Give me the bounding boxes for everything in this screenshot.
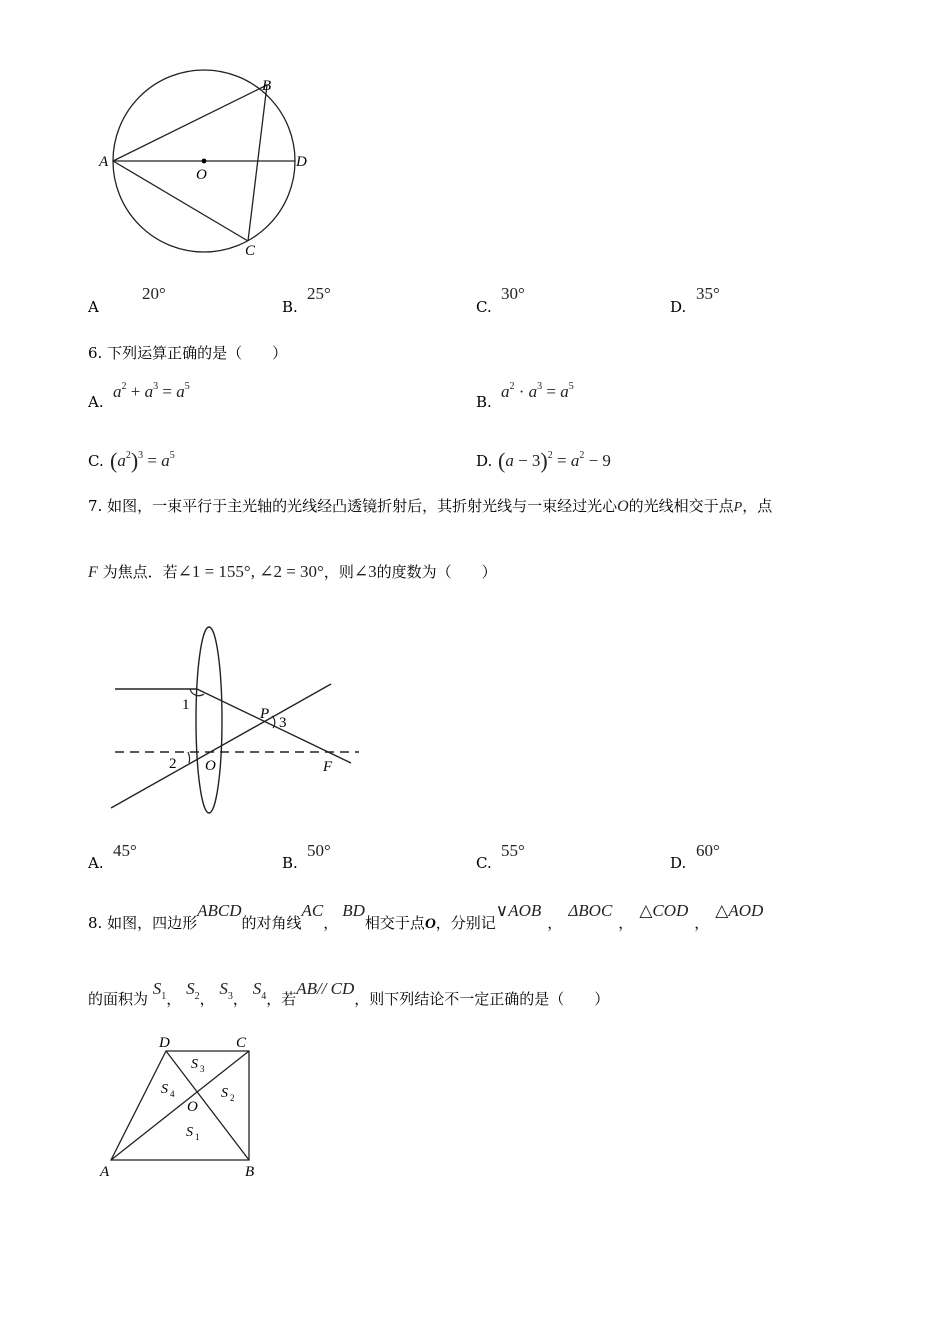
q6-option-b-expr: $a^2 \cdot a^3 = a^5$: [501, 381, 574, 401]
center-point: [202, 159, 207, 164]
point-o-label: O: [205, 758, 216, 774]
q7-option-c-value: 55°: [501, 841, 525, 860]
segment-ab: [113, 85, 267, 161]
q5-option-d-label: D.: [670, 298, 687, 316]
label-a: A: [99, 154, 109, 170]
svg-text:S: S: [161, 1082, 168, 1097]
svg-text:S: S: [221, 1086, 228, 1101]
q5-option-a-value: 20°: [142, 284, 166, 303]
q6-stem: 6. 下列运算正确的是（ ）: [88, 344, 288, 362]
q5-option-c-label: C.: [476, 298, 492, 316]
diagonal-bd: [166, 1051, 249, 1160]
circle-figure: [90, 65, 330, 265]
segment-bc: [248, 85, 267, 241]
q7-option-c-label: C.: [476, 854, 492, 872]
label-c: C: [245, 243, 256, 259]
q5-option-b-label: B.: [282, 298, 298, 316]
label-d: D: [296, 154, 307, 170]
vertex-d-label: D: [159, 1035, 170, 1051]
optical-center-ray: [111, 684, 331, 808]
svg-text:3: 3: [200, 1064, 205, 1074]
label-b: B: [262, 78, 272, 94]
diagonal-ac: [111, 1051, 249, 1160]
svg-text:S: S: [191, 1057, 198, 1072]
q5-option-d-value: 35°: [696, 284, 720, 303]
angle-2-label: 2: [169, 756, 177, 772]
point-o-label: O: [187, 1099, 198, 1115]
angle-2-arc: [188, 752, 190, 763]
q6-option-c-label: C.: [88, 452, 104, 470]
area-s4-label: [161, 1082, 175, 1099]
vertex-c-label: C: [236, 1035, 247, 1051]
q8-stem-line2: 的面积为 $S_1$， $S_2$， $S_3$， $S_4$，若AB// CD，则下列结论不一定正确的是（ ）: [88, 979, 610, 1008]
q7-option-b-value: 50°: [307, 841, 331, 860]
q6-option-d-expr: $(a - 3)^2 = a^2 - 9$: [498, 448, 611, 473]
q6-option-b-label: B.: [476, 393, 492, 411]
vertex-b-label: B: [245, 1164, 255, 1180]
q7-option-b-label: B.: [282, 854, 298, 872]
q5-option-b-value: 25°: [307, 284, 331, 303]
vertex-a-label: A: [100, 1164, 110, 1180]
q7-stem-line1: 7. 如图，一束平行于主光轴的光线经凸透镜折射后，其折射光线与一束经过光心O的光线相交于点P，点: [88, 497, 773, 515]
q7-stem-line2: F 为焦点．若∠1 = 155°, ∠2 = 30°，则∠3的度数为（ ）: [88, 562, 497, 581]
q8-stem-line1: 8. 如图，四边形ABCD的对角线AC，BD相交于点O，分别记∨AOB，ΔBOC，△COD，△AOD: [88, 901, 764, 932]
q5-option-a-label: A: [88, 298, 99, 316]
q6-option-a-label: A.: [88, 393, 104, 411]
q6-option-c-expr: $(a^2)^3 = a^5$: [110, 448, 175, 473]
q6-option-d-label: D.: [476, 452, 493, 470]
convex-lens: [196, 627, 222, 813]
svg-text:S: S: [186, 1125, 193, 1140]
q6-option-a-expr: $a^2 + a^3 = a^5$: [113, 381, 190, 401]
trapezoid-figure: [95, 1030, 275, 1185]
svg-text:2: 2: [230, 1093, 235, 1103]
q7-option-a-label: A.: [88, 854, 104, 872]
point-f-label: F: [323, 759, 333, 775]
lens-figure: [105, 620, 375, 820]
q7-option-d-label: D.: [670, 854, 687, 872]
q5-option-c-value: 30°: [501, 284, 525, 303]
segment-ac: [113, 161, 248, 241]
label-o: O: [196, 167, 207, 183]
area-s1-label: [186, 1125, 200, 1142]
point-p-label: P: [260, 706, 270, 722]
area-s2-label: [221, 1086, 235, 1103]
angle-1-label: 1: [182, 697, 190, 713]
svg-text:1: 1: [195, 1132, 200, 1142]
svg-text:4: 4: [170, 1089, 175, 1099]
q7-option-a-value: 45°: [113, 841, 137, 860]
q7-option-d-value: 60°: [696, 841, 720, 860]
angle-3-label: 3: [279, 715, 287, 731]
area-s3-label: [191, 1057, 205, 1074]
